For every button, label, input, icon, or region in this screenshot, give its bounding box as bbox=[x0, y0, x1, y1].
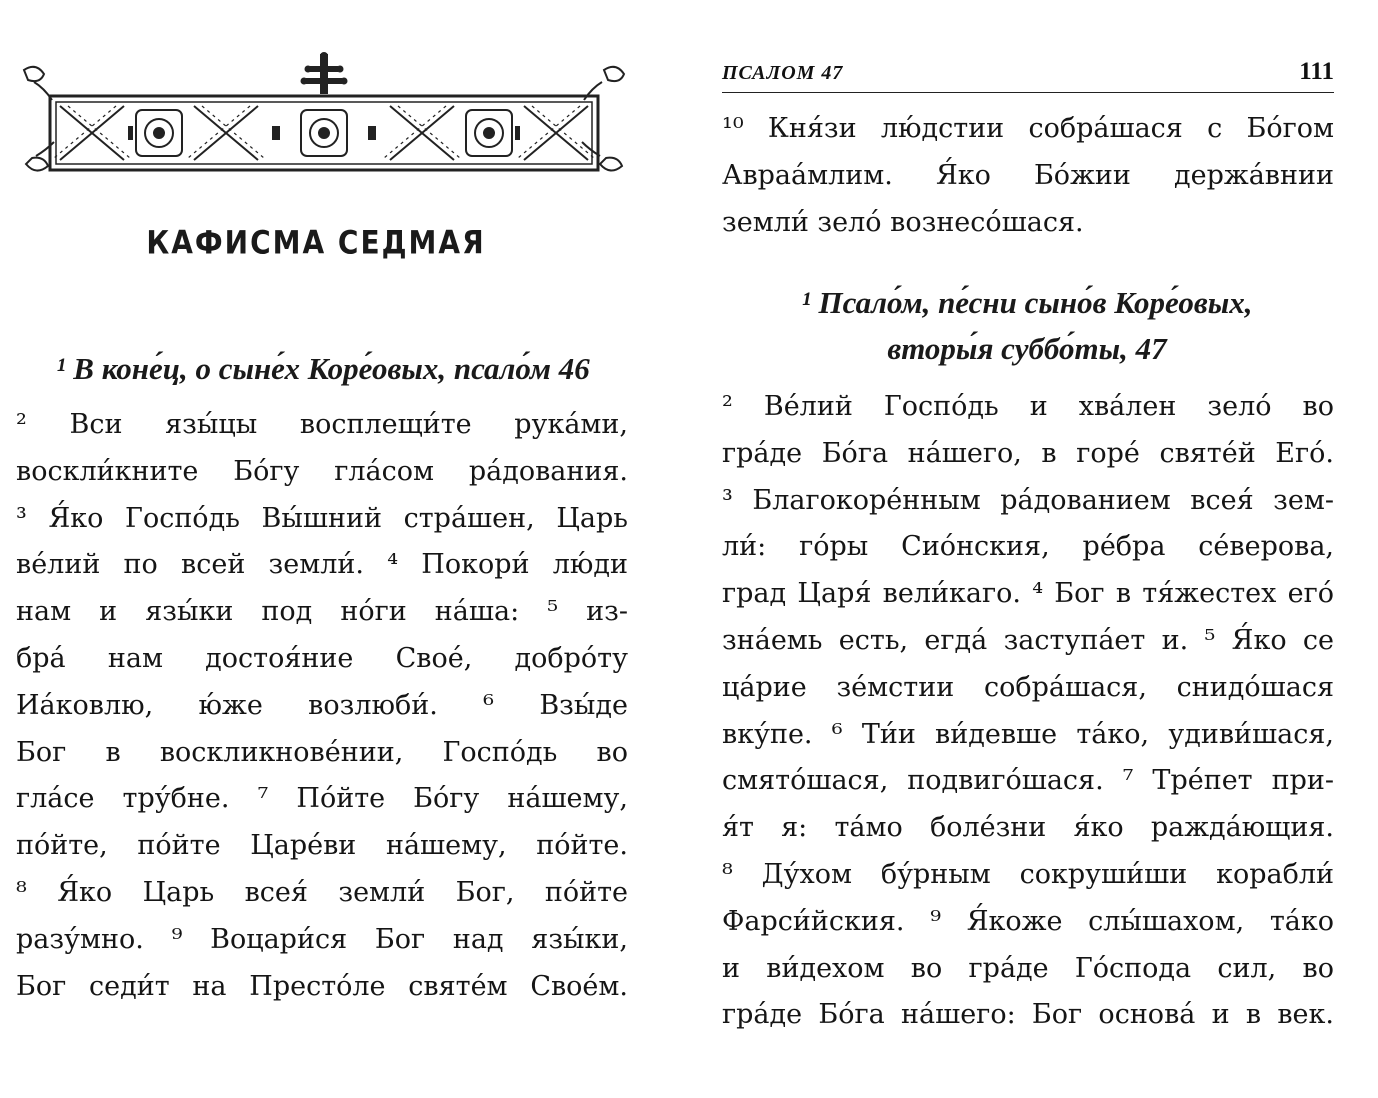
text-line: ² Вси язы́цы восплещи́те рука́ми, bbox=[16, 409, 628, 440]
right-page bbox=[700, 0, 1350, 1098]
text-line: ⁸ Я́ко Царь всея́ земли́ Бог, по́йте bbox=[16, 876, 628, 908]
text-line: ¹⁰ Кня́зи лю́дстии собра́шася с Бо́гом bbox=[722, 113, 1334, 144]
psalm-46-text bbox=[16, 402, 628, 1010]
psalm-47-text bbox=[722, 384, 1334, 1039]
text-line: воскли́кните Бо́гу гла́сом ра́дования. bbox=[16, 455, 628, 487]
text-line: смято́шася, подвиго́шася. ⁷ Тре́пет при- bbox=[722, 765, 1334, 797]
text-line: ³ Благокоре́нным ра́дованием всея́ зем- bbox=[722, 484, 1334, 516]
text-line: я́т я: та́мо боле́зни я́ко ражда́ющия. bbox=[722, 812, 1334, 844]
headpiece-ornament bbox=[18, 52, 630, 192]
text-line: зна́емь есть, егда́ заступа́ет и. ⁵ Я́ко се bbox=[722, 624, 1334, 656]
text-line: Бог седи́т на Престо́ле святе́м Свое́м. bbox=[16, 970, 628, 1002]
psalm-46-heading: ¹ В коне́ц, о сыне́х Коре́овых, псало́м 46 bbox=[56, 351, 590, 386]
psalm-47-heading-line-1: ¹ Псало́м, пе́сни сыно́в Коре́овых, bbox=[801, 285, 1253, 320]
text-line: Авраа́млим. Я́ко Бо́жии держа́внии bbox=[722, 159, 1334, 191]
cross-icon bbox=[301, 52, 348, 94]
psalm-47-heading-line-2: вторы́я суббо́ты, 47 bbox=[887, 331, 1167, 366]
left-page bbox=[0, 0, 650, 1098]
text-line: вку́пе. ⁶ Ти́и ви́девше та́ко, удиви́шася, bbox=[722, 718, 1334, 750]
page-number: 111 bbox=[1299, 58, 1334, 85]
text-line: ⁸ Ду́хом бу́рным сокруши́ши корабли́ bbox=[722, 858, 1334, 890]
text-line: бра́ нам достоя́ние Свое́, добро́ту bbox=[16, 642, 628, 674]
text-line: земли́ зело́ вознесо́шася. bbox=[722, 206, 1084, 238]
running-title: ПСАЛОМ 47 bbox=[722, 62, 844, 84]
text-line: разу́мно. ⁹ Воцари́ся Бог над язы́ки, bbox=[16, 923, 628, 955]
text-line: Иа́ковлю, ю́же возлюби́. ⁶ Взы́де bbox=[16, 689, 628, 721]
text-line: гра́де Бо́га на́шего, в горе́ святе́й Его́. bbox=[722, 437, 1334, 469]
text-line: гра́де Бо́га на́шего: Бог основа́ и в век. bbox=[722, 999, 1334, 1031]
text-line: ² Ве́лий Госпо́дь и хва́лен зело́ во bbox=[722, 391, 1334, 422]
psalm-47-heading bbox=[722, 280, 1332, 372]
text-line: ³ Я́ко Госпо́дь Вы́шний стра́шен, Царь bbox=[16, 502, 628, 534]
text-line: ца́рие зе́мстии собра́шася, снидо́шася bbox=[722, 671, 1334, 703]
text-line: Фарси́йския. ⁹ Я́коже слы́шахом, та́ко bbox=[722, 905, 1334, 937]
ornamental-band bbox=[50, 96, 598, 170]
kathisma-title: КАФИСМА СЕДМАЯ bbox=[146, 223, 486, 262]
text-line: по́йте, по́йте Царе́ви на́шему, по́йте. bbox=[16, 830, 628, 862]
text-line: гла́се тру́бне. ⁷ По́йте Бо́гу на́шему, bbox=[16, 783, 628, 815]
psalm-46-verse-10 bbox=[722, 106, 1334, 246]
running-header bbox=[722, 60, 1334, 93]
text-line: ли́: го́ры Сио́нския, ре́бра се́верова, bbox=[722, 531, 1334, 563]
text-line: Бог в воскликнове́нии, Госпо́дь во bbox=[16, 736, 628, 768]
text-line: нам и язы́ки под но́ги на́ша: ⁵ из- bbox=[16, 596, 628, 628]
text-line: ве́лий по всей земли́. ⁴ Покори́ лю́ди bbox=[16, 549, 628, 581]
text-line: и ви́дехом во гра́де Го́спода сил, во bbox=[722, 952, 1334, 984]
text-line: град Царя́ вели́каго. ⁴ Бог в тя́жестех его́ bbox=[722, 578, 1334, 610]
